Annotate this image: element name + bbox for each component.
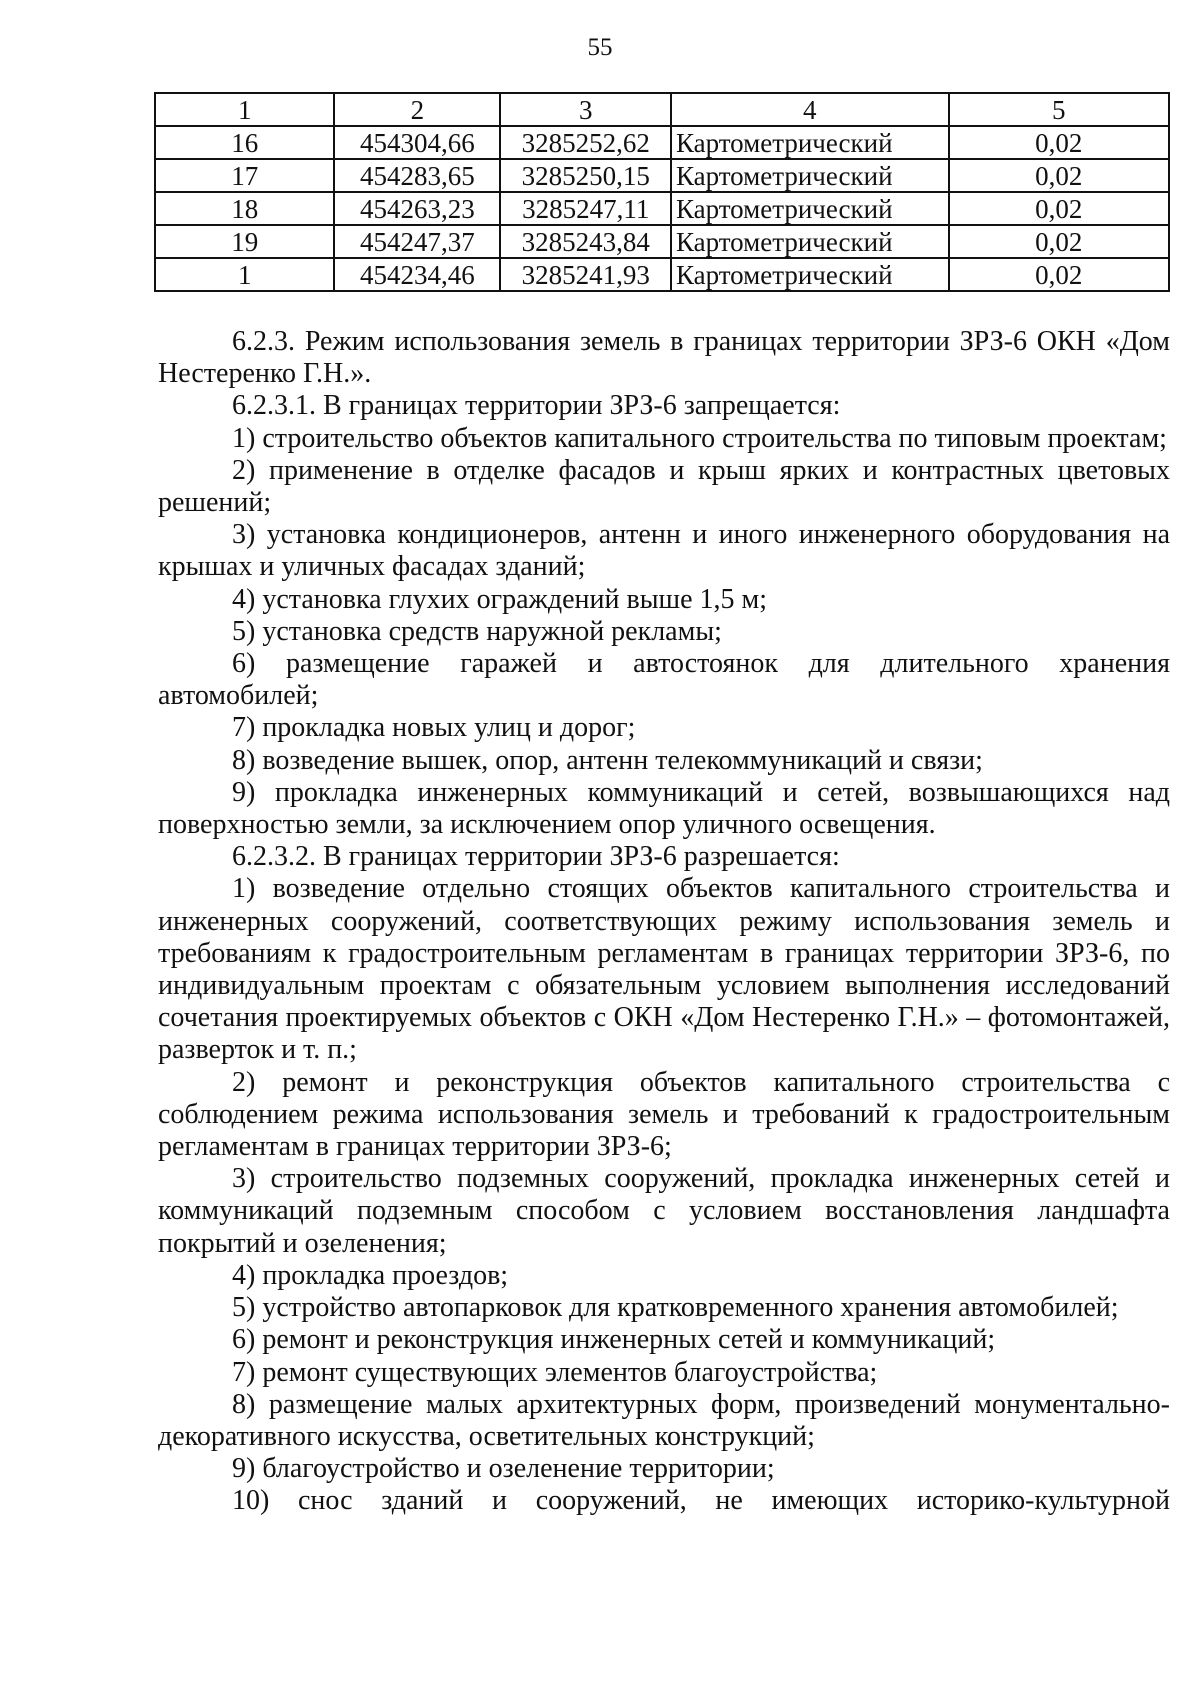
table-cell: 454283,65 <box>334 159 500 192</box>
table-cell: 454304,66 <box>334 126 500 159</box>
list-item: 4) установка глухих ограждений выше 1,5 м; <box>232 583 767 615</box>
subsection-heading: 6.2.3.2. В границах территории ЗРЗ-6 разрешается: <box>232 841 840 873</box>
table-cell: Картометрический <box>671 159 949 192</box>
table-cell: 3285243,84 <box>500 225 671 258</box>
table-cell: 16 <box>155 126 334 159</box>
table-cell: 17 <box>155 159 334 192</box>
table-cell: 3285250,15 <box>500 159 671 192</box>
table-cell: 18 <box>155 192 334 225</box>
table-cell: Картометрический <box>671 258 949 291</box>
table-cell: 0,02 <box>949 258 1169 291</box>
list-item: 5) устройство автопарковок для кратковременного хранения автомобилей; <box>232 1292 1119 1324</box>
section-heading: 6.2.3. Режим использования земель в границах территории ЗРЗ-6 ОКН «Дом Нестеренко Г.Н.». <box>158 326 1170 390</box>
list-item: 8) размещение малых архитектурных форм, произведений монументально-декоративного искусства, осветительных конструкций; <box>158 1388 1170 1452</box>
table-cell: 0,02 <box>949 192 1169 225</box>
list-item: 9) благоустройство и озеленение территории; <box>232 1453 775 1485</box>
column-header: 4 <box>671 93 949 126</box>
table-row <box>155 225 1169 258</box>
table-row <box>155 126 1169 159</box>
list-item: 4) прокладка проездов; <box>232 1259 509 1291</box>
column-header: 1 <box>155 93 334 126</box>
list-item: 3) строительство подземных сооружений, прокладка инженерных сетей и коммуникаций подземным способом с условием восстановления ландшафта покрытий и озеленения; <box>158 1163 1170 1259</box>
table-cell: 19 <box>155 225 334 258</box>
list-item: 5) установка средств наружной рекламы; <box>232 615 722 647</box>
column-header: 3 <box>500 93 671 126</box>
table-cell: 1 <box>155 258 334 291</box>
subsection-heading: 6.2.3.1. В границах территории ЗРЗ-6 запрещается: <box>232 390 841 422</box>
list-item: 10) снос зданий и сооружений, не имеющих историко-культурной <box>232 1485 1170 1517</box>
table-cell: 0,02 <box>949 126 1169 159</box>
coordinates-table <box>154 92 1170 292</box>
table-cell: 454263,23 <box>334 192 500 225</box>
table-cell: 3285241,93 <box>500 258 671 291</box>
list-item: 7) прокладка новых улиц и дорог; <box>232 712 636 744</box>
table-row <box>155 159 1169 192</box>
list-item: 6) размещение гаражей и автостоянок для длительного хранения автомобилей; <box>158 648 1170 712</box>
table-row <box>155 258 1169 291</box>
list-item: 6) ремонт и реконструкция инженерных сетей и коммуникаций; <box>232 1324 996 1356</box>
list-item: 3) установка кондиционеров, антенн и иного инженерного оборудования на крышах и уличных фасадах зданий; <box>158 519 1170 583</box>
table-cell: 3285247,11 <box>500 192 671 225</box>
document-body <box>158 326 1170 1518</box>
table-cell: 0,02 <box>949 159 1169 192</box>
page-number: 55 <box>587 34 613 61</box>
table-cell: Картометрический <box>671 126 949 159</box>
column-header: 5 <box>949 93 1169 126</box>
list-item: 2) применение в отделке фасадов и крыш ярких и контрастных цветовых решений; <box>158 454 1170 519</box>
table-cell: Картометрический <box>671 225 949 258</box>
list-item: 9) прокладка инженерных коммуникаций и сетей, возвышающихся над поверхностью земли, за исключением опор уличного освещения. <box>158 776 1170 841</box>
list-item: 7) ремонт существующих элементов благоустройства; <box>232 1356 878 1388</box>
list-item: 2) ремонт и реконструкция объектов капитального строительства с соблюдением режима использования земель и требований к градостроительным регламентам в границах территории ЗРЗ-6; <box>158 1066 1170 1163</box>
table-cell: 3285252,62 <box>500 126 671 159</box>
column-header: 2 <box>334 93 500 126</box>
table-row <box>155 192 1169 225</box>
table-cell: 454247,37 <box>334 225 500 258</box>
list-item: 1) строительство объектов капитального строительства по типовым проектам; <box>232 422 1167 454</box>
list-item: 1) возведение отдельно стоящих объектов капитального строительства и инженерных сооружений, соответствующих режиму использования земель и требованиям к градостроительным регламентам в границах территории ЗРЗ-6, по индивидуальным проектам с обязательным условием выполнения исследований сочетания проектируемых объектов с ОКН «Дом Нестеренко Г.Н.» – фотомонтажей, разверток и т. п.; <box>158 873 1170 1066</box>
table-header-row <box>155 93 1169 126</box>
list-item: 8) возведение вышек, опор, антенн телекоммуникаций и связи; <box>232 744 983 776</box>
table-cell: 0,02 <box>949 225 1169 258</box>
table-cell: Картометрический <box>671 192 949 225</box>
table-cell: 454234,46 <box>334 258 500 291</box>
